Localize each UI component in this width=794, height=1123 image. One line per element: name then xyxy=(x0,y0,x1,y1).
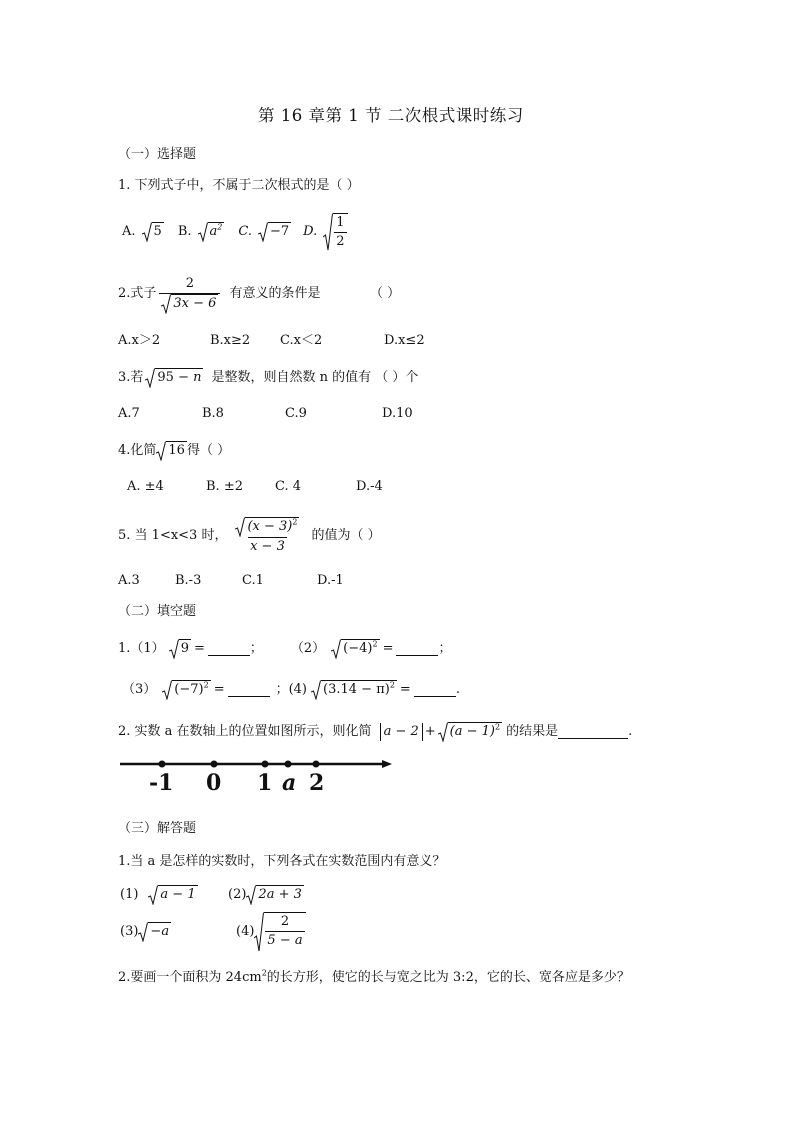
question-2: 2.式子 $\frac{2}{3x - 6}$ 有意义的条件是 xyxy=(118,274,320,314)
number-line-label: a xyxy=(282,770,297,796)
ans1-part-4: (4) $\frac{2}{5 - a}$ xyxy=(236,911,306,953)
option-label: C. xyxy=(238,224,252,239)
fraction: $\frac{2}{3x - 6}$ xyxy=(159,275,220,314)
answer-question-2: 2.要画一个面积为 $24cm^2$的长方形，使它的长与宽之比为 3:2，它的长、宽各应是多少？ xyxy=(118,968,630,985)
question-3: 3.若 95 − n 是整数，则自然数 n 的值有 （ ）个 xyxy=(118,368,418,388)
ans1-part-1: (1) a − 1 xyxy=(120,885,198,905)
document-page: 第 16 章第 1 节 二次根式课时练习 （一）选择题 1. 下列式子中，不属于二次根式的是（ ） A. 5 B. $a^2$ C. −7 D. $\frac{1}{2}$ 2.式子 $\frac{2}{3x - 6}$ 有意义的条件是 （ ） A.x＞2 B.x≥2 C.x＜2 D.x≤2 3.若 95 − n 是整数，则自然数 n 的值有 （ ）个 A.7 B.8 C.9 D.10 4.化简 16 得（ ） A. ±4 B. ±2 C. 4 D.-4 5. 当 1<x<3 时， $\frac{(x - 3)^2}{x - 3}$ 的值为（ ） A.3 B.-3 C.1 D.-1 （二）填空题 1.（1） 9 = ； （2） $(-4)^2$ = ； （3） $(-7)^2$ = ；(4) $(3.14 - \pi)^2$ = . 2. 实数 a 在数轴上的位置如图所示，则化简 a − 2 + $(a - 1)^2$ 的结果是 . -1 0 1 a 2 （三）解答题 1.当 a 是怎样的实数时，下列各式在实数范围内有意义？ (1) a − 1 (2) 2a + 3 (3) −a (4) $\frac{2}{5 - a}$ 2.要画一个面积为 $24cm^2$的长方形，使它的长与宽之比为 3:2，它的长、宽各应是多少？ xyxy=(118,106,633,985)
answer-paren: （ ） xyxy=(370,286,401,301)
fill-question-1b: （3） $(-7)^2$ = ；(4) $(3.14 - \pi)^2$ = . xyxy=(122,679,460,701)
question-5: 5. 当 1<x<3 时， $\frac{(x - 3)^2}{x - 3}$ 的值为（ ） xyxy=(118,517,381,554)
number-line-label: 1 xyxy=(257,770,273,796)
abs-expr: a − 2 xyxy=(380,723,423,741)
sqrt-expr: 5 xyxy=(142,222,164,242)
option-label: B. xyxy=(177,224,192,239)
option-label: A. xyxy=(122,224,136,239)
section-heading: （三）解答题 xyxy=(118,821,197,836)
answer-blank[interactable] xyxy=(396,642,438,656)
page-title: 第 16 章第 1 节 二次根式课时练习 xyxy=(258,106,524,125)
number-line-label: -1 xyxy=(149,770,174,796)
question-1: 1. 下列式子中，不属于二次根式的是（ ） xyxy=(118,178,360,193)
tick-point xyxy=(262,761,269,768)
answer-blank[interactable] xyxy=(228,683,270,697)
fill-question-1a: 1.（1） 9 = ； （2） $(-4)^2$ = ； xyxy=(118,638,452,660)
number-line-label: 0 xyxy=(206,770,222,796)
answer-blank[interactable] xyxy=(208,642,250,656)
sqrt-frac-expr: $\frac{1}{2}$ xyxy=(323,213,347,251)
option-label: D. xyxy=(303,224,318,239)
tick-point xyxy=(211,761,218,768)
sqrt-expr: −7 xyxy=(258,222,291,242)
sqrt-expr: $a^2$ xyxy=(198,222,225,242)
answer-blank[interactable] xyxy=(414,683,456,697)
ans1-part-3: (3) −a xyxy=(120,922,171,942)
q1-options xyxy=(122,212,348,252)
number-line-label: 2 xyxy=(309,770,325,796)
answer-blank[interactable] xyxy=(558,725,628,739)
tick-point xyxy=(159,761,166,768)
tick-point xyxy=(313,761,320,768)
ans1-part-2: (2) 2a + 3 xyxy=(228,885,304,905)
fraction: $\frac{(x - 3)^2}{x - 3}$ xyxy=(233,517,301,556)
fill-question-2: 2. 实数 a 在数轴上的位置如图所示，则化简 a − 2 + $(a - 1)^2$ 的结果是 . xyxy=(118,721,632,743)
tick-point xyxy=(285,761,292,768)
answer-question-1: 1.当 a 是怎样的实数时，下列各式在实数范围内有意义？ xyxy=(118,854,446,869)
section-heading: （一）选择题 xyxy=(118,147,197,162)
section-heading: （二）填空题 xyxy=(118,604,197,619)
question-4: 4.化简 16 得（ ） xyxy=(118,441,230,461)
arrow-icon xyxy=(382,760,392,768)
